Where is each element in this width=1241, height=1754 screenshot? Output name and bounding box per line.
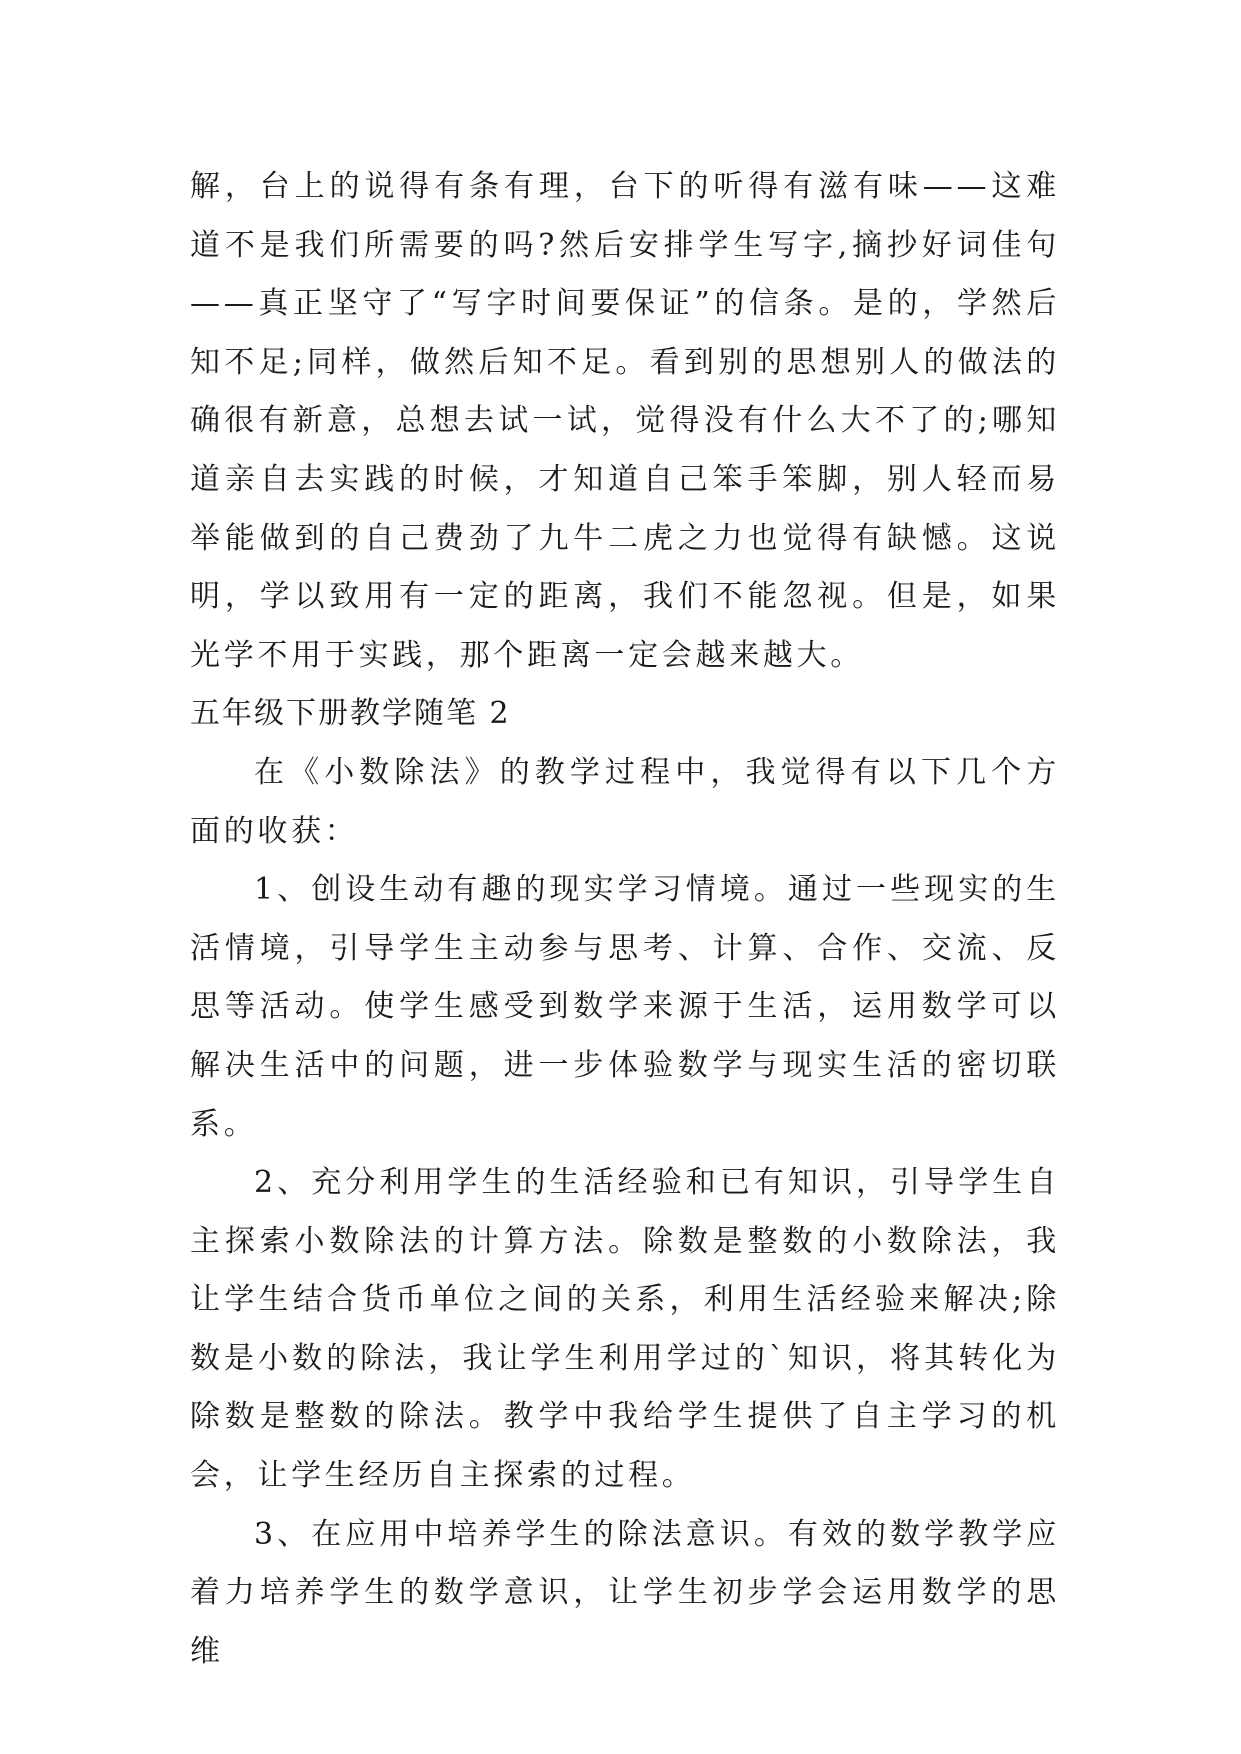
point-paragraph-1: 1、创设生动有趣的现实学习情境。通过一些现实的生活情境，引导学生主动参与思考、计算、合作、交流、反思等活动。使学生感受到数学来源于生活，运用数学可以解决生活中的问题，进一步体验数学与现实生活的密切联系。 [190, 872, 1060, 1142]
point-paragraph-2: 2、充分利用学生的生活经验和已有知识，引导学生自主探索小数除法的计算方法。除数是整数的小数除法，我让学生结合货币单位之间的关系，利用生活经验来解决;除数是小数的除法，我让学生利用学过的`知识，将其转化为除数是整数的除法。教学中我给学生提供了自主学习的机会，让学生经历自主探索的过程。 [190, 1165, 1060, 1494]
point-paragraph-3: 3、在应用中培养学生的除法意识。有效的数学教学应着力培养学生的数学意识，让学生初步学会运用数学的思维 [190, 1516, 1060, 1669]
continuation-paragraph: 解，台上的说得有条有理，台下的听得有滋有味——这难道不是我们所需要的吗?然后安排学生写字,摘抄好词佳句——真正坚守了“写字时间要保证”的信条。是的，学然后知不足;同样，做然后知不足。看到别的思想别人的做法的确很有新意，总想去试一试，觉得没有什么大不了的;哪知道亲自去实践的时候，才知道自己笨手笨脚，别人轻而易举能做到的自己费劲了九牛二虎之力也觉得有缺憾。这说明，学以致用有一定的距离，我们不能忽视。但是，如果光学不用于实践，那个距离一定会越来越大。 [190, 169, 1060, 673]
section-title: 五年级下册教学随笔 2 [190, 696, 511, 732]
intro-paragraph: 在《小数除法》的教学过程中，我觉得有以下几个方面的收获： [190, 754, 1060, 849]
document-page [190, 158, 1060, 1681]
